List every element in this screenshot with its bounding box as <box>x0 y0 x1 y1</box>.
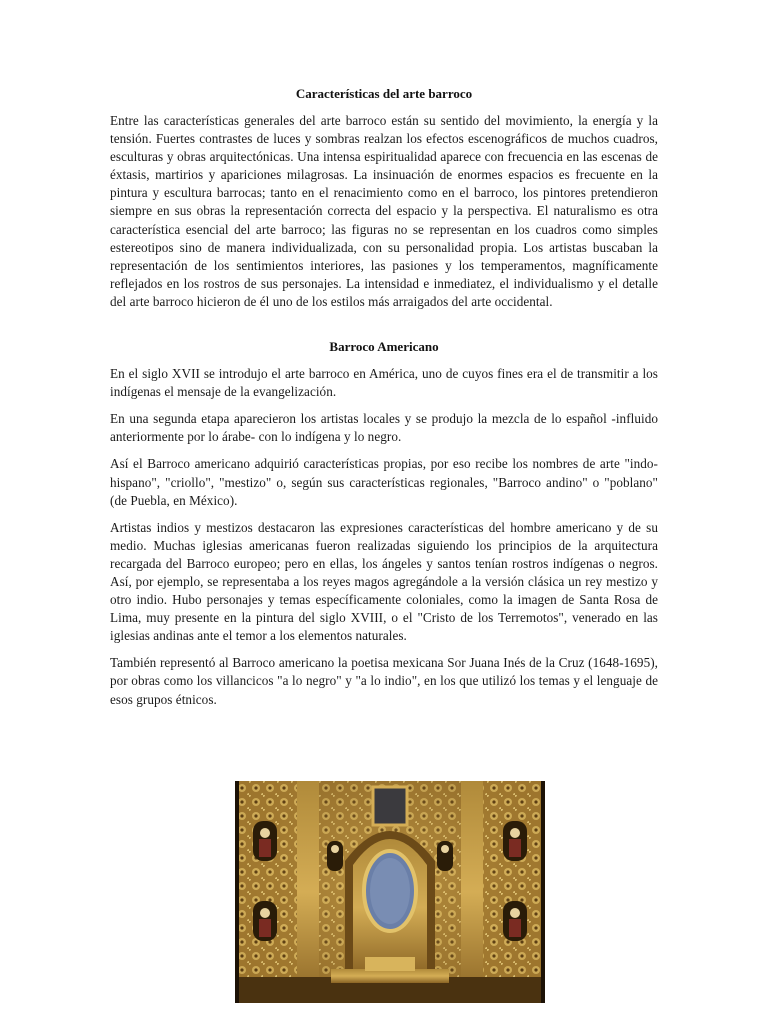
baroque-altarpiece-image <box>235 781 545 1003</box>
section-title-caracteristicas: Características del arte barroco <box>295 86 473 101</box>
paragraph-nombres: Así el Barroco americano adquirió características propias, por eso recibe los nombres de arte "indo-hispano", "criollo", "mestizo" o, según sus características regionales, "Barroco andino" o "poblano" (de Puebla, en México). <box>110 456 658 508</box>
document-page <box>110 86 658 718</box>
paragraph-caracteristicas: Entre las características generales del arte barroco están su sentido del movimiento, la energía y la tensión. Fuertes contrastes de luces y sombras realzan los efectos escenográficos de muchos cuadros, esculturas y obras arquitectónicas. Una intensa espiritualidad aparece con frecuencia en las escenas de éxtasis, martirios y apariciones milagrosas. La insinuación de enormes espacios es frecuente en la pintura y escultura barrocas; tanto en el renacimiento como en el barroco, los pintores pretendieron siempre en sus obras la representación correcta del espacio y la perspectiva. El naturalismo es otra característica esencial del arte barroco; las figuras no se representan en los cuadros como simples estereotipos sino de manera individualizada, con su personalidad propia. Los artistas buscaban la representación de los sentimientos interiores, las pasiones y los temperamentos, magníficamente reflejados en los rostros de sus personajes. La intensidad e inmediatez, el individualismo y el detalle del arte barroco hicieron de él uno de los estilos más arraigados del arte occidental. <box>110 113 658 309</box>
paragraph-segunda-etapa: En una segunda etapa aparecieron los artistas locales y se produjo la mezcla de lo español -influido anteriormente por lo árabe- con lo indígena y lo negro. <box>110 411 658 445</box>
paragraph-introduccion: En el siglo XVII se introdujo el arte barroco en América, uno de cuyos fines era el de transmitir a los indígenas el mensaje de la evangelización. <box>110 366 658 400</box>
paragraph-sor-juana: También representó al Barroco americano la poetisa mexicana Sor Juana Inés de la Cruz (1648-1695), por obras como los villancicos "a lo negro" y "a lo indio", en los que utilizó los temas y el lenguaje de esos grupos étnicos. <box>110 655 658 707</box>
paragraph-artistas: Artistas indios y mestizos destacaron las expresiones características del hombre americano y de su medio. Muchas iglesias americanas fueron realizadas siguiendo los principios de la arquitectura recargada del Barroco europeo; pero en ellas, los ángeles y santos tenían rostros indígenas o negros. Así, por ejemplo, se representaba a los reyes magos agregándole a la versión clásica un rey mestizo y otro indio. Hubo personajes y temas específicamente coloniales, como la imagen de Santa Rosa de Lima, muy presente en la pintura del siglo XVIII, o el "Cristo de los Terremotos", venerado en las iglesias andinas ante el temor a los elementos naturales. <box>110 519 658 644</box>
section-title-barroco-americano: Barroco Americano <box>329 339 439 355</box>
